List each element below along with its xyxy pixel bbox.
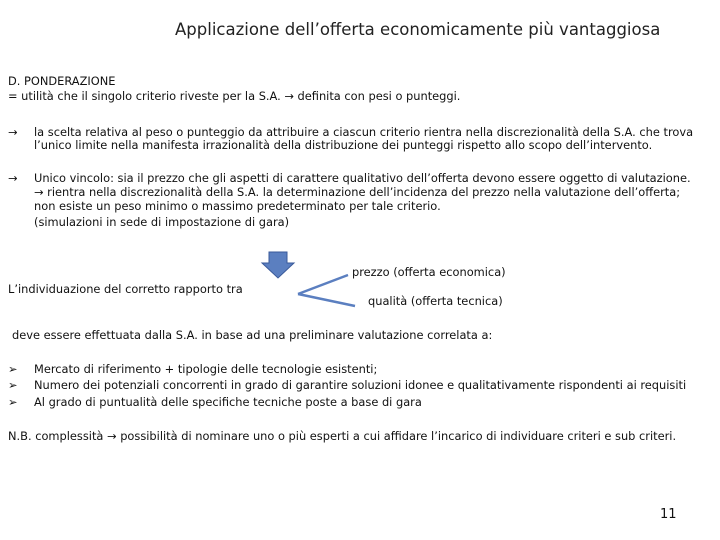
point2-line2: → rientra nella discrezionalità della S.A. la determinazione dell’incidenza del prezzo nella valutazione dell’offerta; <box>34 185 681 199</box>
point1-line2: l’unico limite nella manifesta irrazionalità della distribuzione dei punteggi rispetto allo scopo dell’intervento. <box>34 138 653 152</box>
quality-label: qualità (offerta tecnica) <box>368 294 503 308</box>
point2-line4: (simulazioni in sede di impostazione di gara) <box>34 215 290 229</box>
point2-line3: non esiste un peso minimo o massimo predeterminato per tale criterio. <box>34 199 441 213</box>
bullet-icon: ➢ <box>8 378 18 392</box>
slide-title: Applicazione dell’offerta economicamente più vantaggiosa <box>175 20 661 39</box>
definition-text: = utilità che il singolo criterio riveste per la S.A. → definita con pesi o punteggi. <box>8 89 461 103</box>
connector-line-price <box>298 275 348 294</box>
down-arrow-shape <box>262 252 294 278</box>
point2-line1: Unico vincolo: sia il prezzo che gli aspetti di carattere qualitativo dell’offerta devono essere oggetto di valutazione. <box>34 171 691 185</box>
bullet-item: Numero dei potenziali concorrenti in grado di garantire soluzioni idonee e qualitativamente rispondenti ai requisiti <box>34 378 687 392</box>
bullet-item: Mercato di riferimento + tipologie delle tecnologie esistenti; <box>34 362 378 376</box>
arrow-icon: → <box>8 171 18 185</box>
bullet-icon: ➢ <box>8 362 18 376</box>
bullet-item: Al grado di puntualità delle specifiche tecniche poste a base di gara <box>34 395 422 409</box>
note-text: N.B. complessità → possibilità di nominare uno o più esperti a cui affidare l’incarico di individuare criteri e sub criteri. <box>8 429 677 443</box>
connector-line-quality <box>298 294 355 306</box>
section-heading: D. PONDERAZIONE <box>8 74 116 88</box>
arrow-icon: → <box>8 125 18 139</box>
relation-label: L’individuazione del corretto rapporto tra <box>8 282 243 296</box>
page-number: 11 <box>660 507 677 522</box>
point1-line1: la scelta relativa al peso o punteggio da attribuire a ciascun criterio rientra nella discrezionalità della S.A. che trova <box>34 125 694 139</box>
evaluation-text: deve essere effettuata dalla S.A. in base ad una preliminare valutazione correlata a: <box>12 328 493 342</box>
bullet-icon: ➢ <box>8 395 18 409</box>
price-label: prezzo (offerta economica) <box>352 265 506 279</box>
